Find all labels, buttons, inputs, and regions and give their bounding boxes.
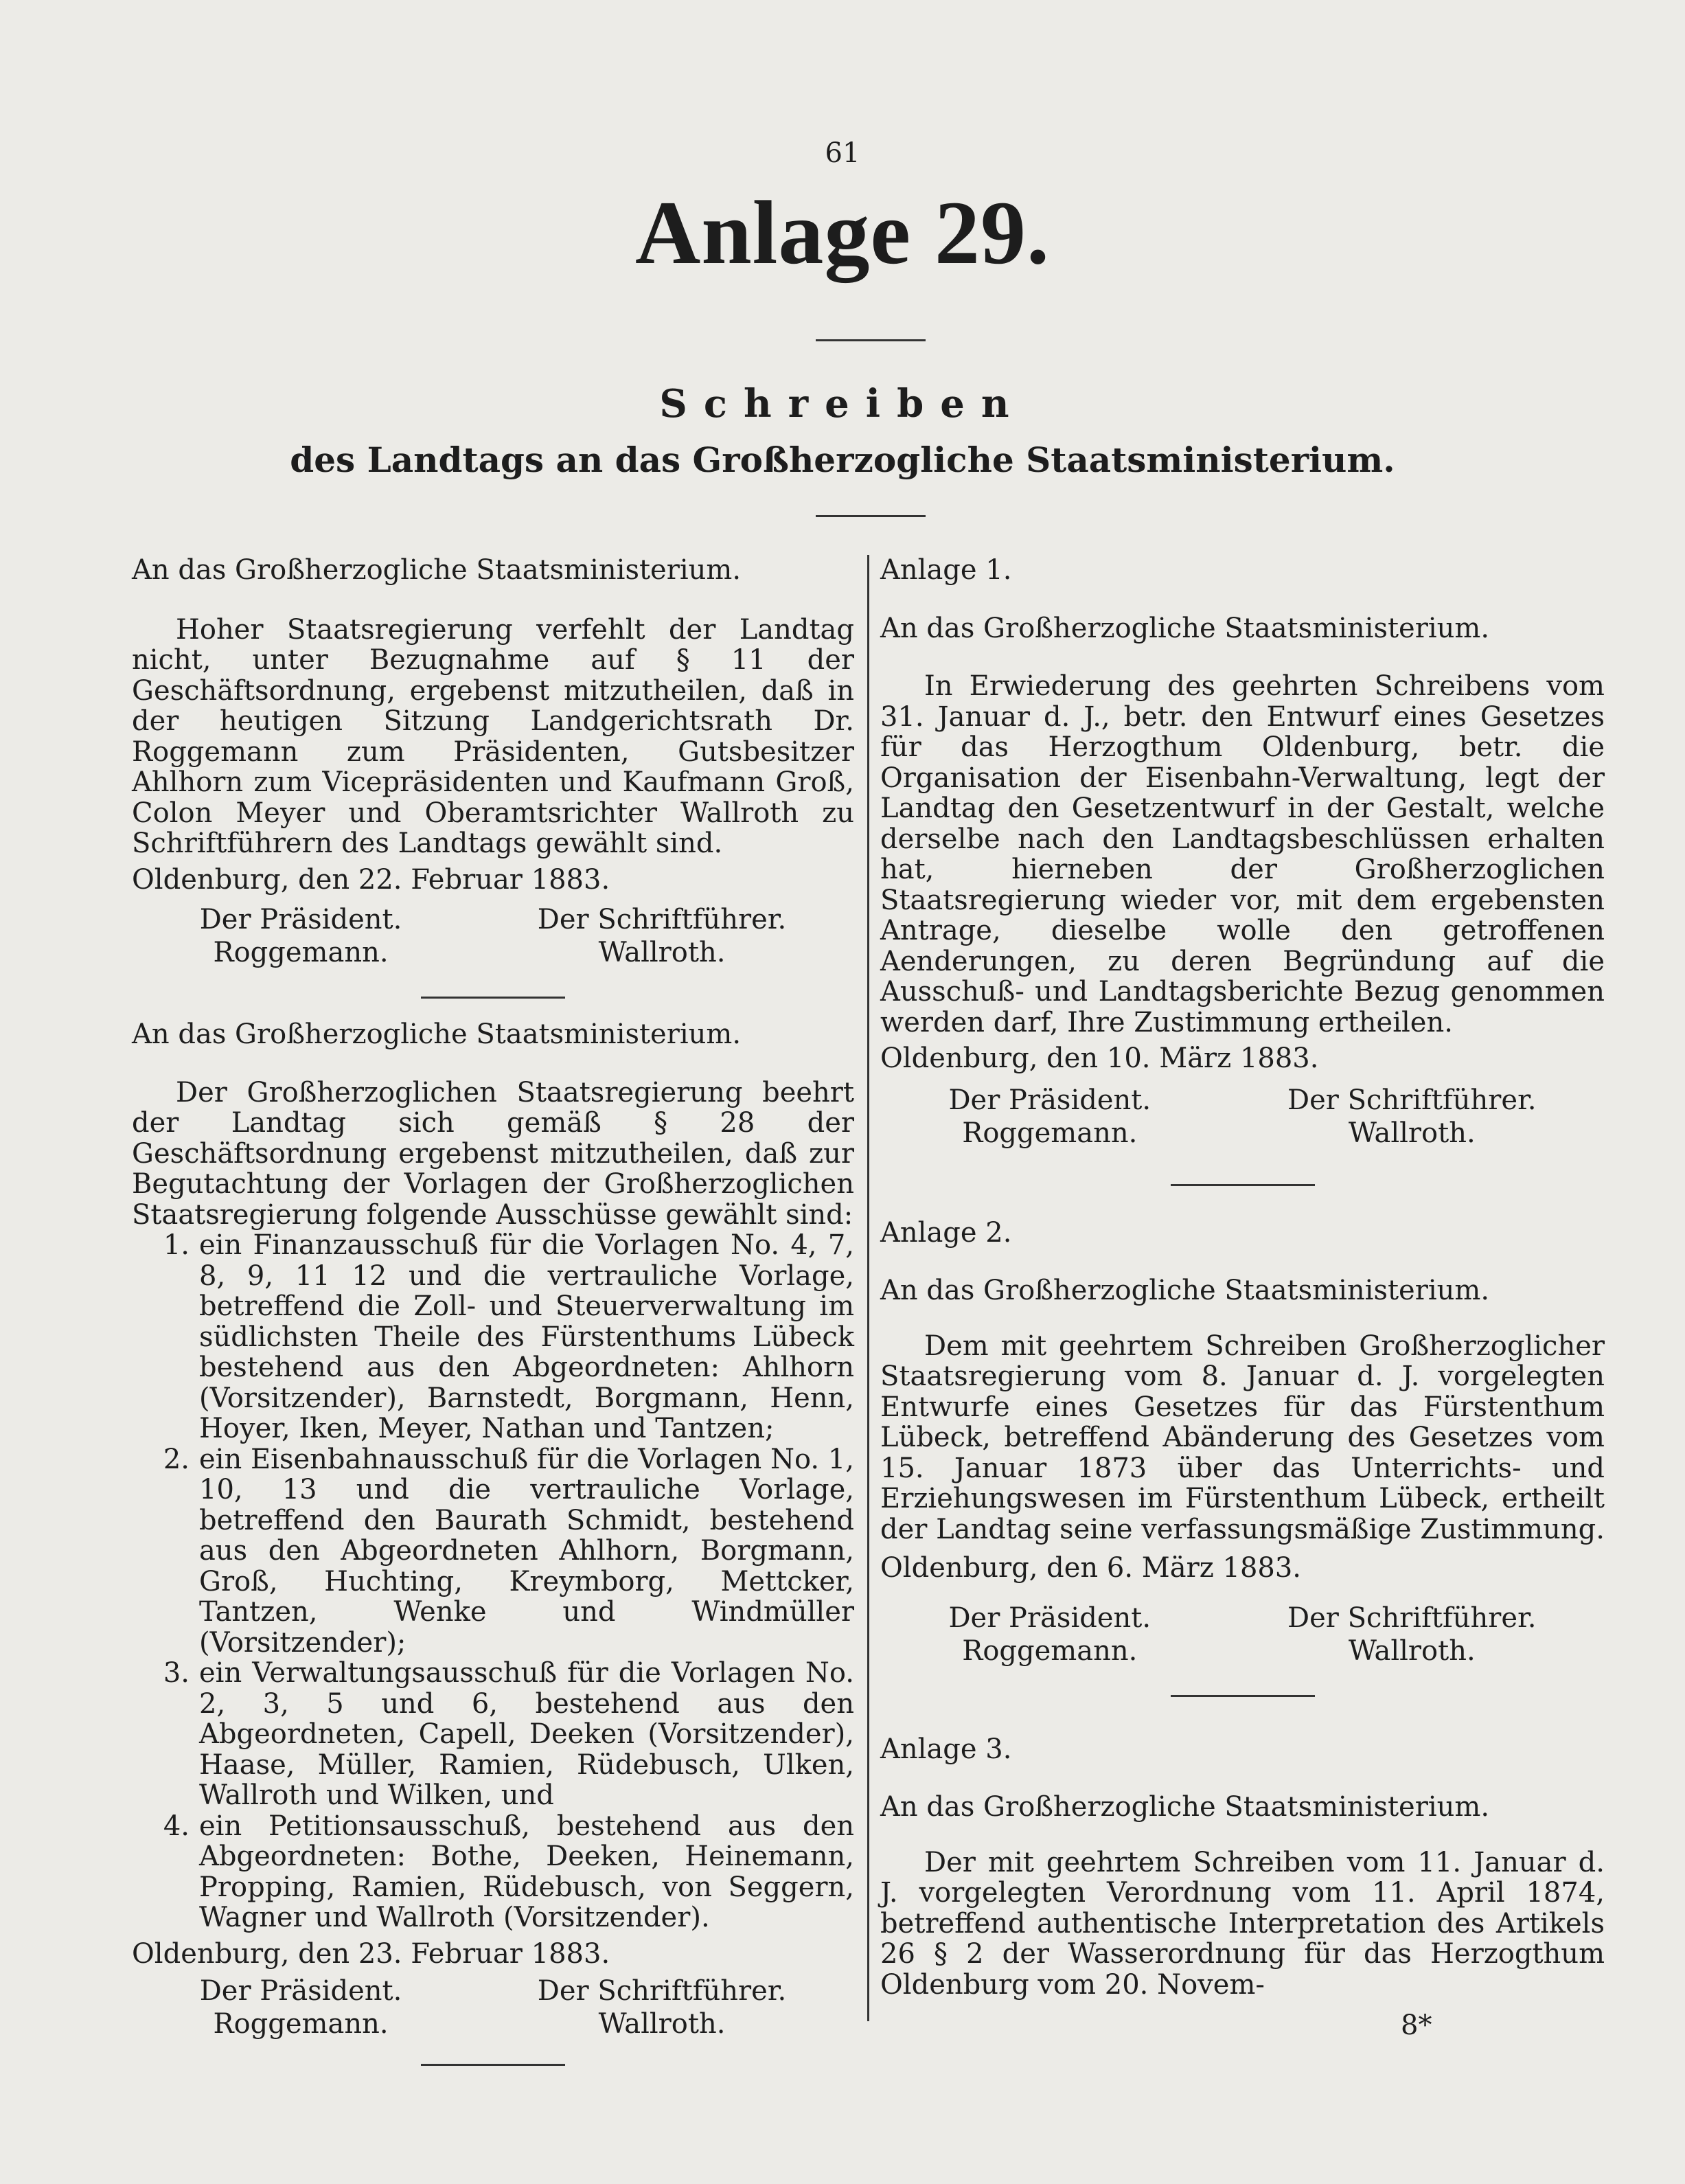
anlage1-address: An das Großherzogliche Staatsministerium.: [880, 612, 1490, 644]
anlage1-signatures: [880, 1084, 1605, 1150]
list-number: 3.: [163, 1657, 190, 1689]
sig-name: Wallroth.: [598, 2008, 726, 2040]
left-column: [132, 555, 854, 2066]
sig-name: Roggemann.: [962, 1635, 1138, 1667]
letter2-sig-secretary: [538, 1975, 787, 2040]
sig-title: Der Präsident.: [948, 1602, 1151, 1634]
letter2-date: Oldenburg, den 23. Februar 1883.: [132, 1937, 610, 1970]
letter1-body: Hoher Staatsregierung verfehlt der Landtag nicht, unter Bezugnahme auf § 11 der Geschäftsordnung, ergebenst mitzutheilen, daß in der heutigen Sitzung Landgerichtsrath Dr. Roggemann zum Präsidenten, Gutsbesitzer Ahlhorn zum Vicepräsidenten und Kaufmann Groß, Colon Meyer und Oberamtsrichter Wallroth zu Schriftführern des Landtags gewählt sind.: [132, 613, 854, 859]
anlage2-address: An das Großherzogliche Staatsministerium.: [880, 1275, 1490, 1306]
column-divider: [867, 555, 869, 2021]
list-item: [132, 1811, 854, 1933]
list-number: 1.: [163, 1229, 190, 1261]
list-text: ein Eisenbahnausschuß für die Vorlagen No. 1, 10, 13 und die vertrauliche Vorlage, betreffend den Baurath Schmidt, bestehend aus den Abgeordneten Ahlhorn, Borgmann, Groß, Huchting, Kreymborg, Mettcker, Tantzen, Wenke und Windmüller (Vorsitzender);: [199, 1443, 854, 1659]
anlage1-date: Oldenburg, den 10. März 1883.: [880, 1043, 1319, 1074]
letter1-signatures: [132, 903, 854, 969]
subheading: des Landtags an das Großherzogliche Staatsministerium.: [290, 440, 1395, 480]
page-title: Anlage 29.: [635, 182, 1050, 283]
letter1-date: Oldenburg, den 22. Februar 1883.: [132, 863, 610, 896]
anlage1-label: Anlage 1.: [880, 554, 1012, 586]
letter2-sig-president: [200, 1975, 402, 2040]
anlage1-body: In Erwiederung des geehrten Schreibens vom 31. Januar d. J., betr. den Entwurf eines Gesetzes für das Herzogthum Oldenburg, betr. die Organisation der Eisenbahn-Verwaltung, legt der Landtag den Gesetzentwurf in der Gestalt, welche derselbe nach den Landtagsbeschlüssen erhalten hat, hierneben der Großherzoglichen Staatsregierung wieder vor, mit dem ergebensten Antrage, dieselbe wolle den getroffenen Aenderungen, zu deren Begründung auf die Ausschuß- und Landtagsberichte Bezug genommen werden darf, Ihre Zustimmung ertheilen.: [880, 670, 1605, 1038]
list-number: 2.: [163, 1443, 190, 1475]
signature-mark: 8*: [1401, 2010, 1432, 2041]
sig-title: Der Präsident.: [948, 1084, 1151, 1116]
list-item: [132, 1444, 854, 1659]
letter1-sig-president: [200, 903, 402, 969]
title-rule: [816, 339, 926, 341]
list-item: [132, 1658, 854, 1811]
list-text: ein Petitionsausschuß, bestehend aus den Abgeordneten: Bothe, Deeken, Heinemann, Propping, Ramien, Rüdebusch, von Seggern, Wagner und Wallroth (Vorsitzender).: [199, 1810, 854, 1933]
right-column: [880, 555, 1605, 2000]
sig-title: Der Schriftführer.: [1287, 1084, 1537, 1116]
committee-list: [132, 1230, 854, 1933]
anlage1-sig-president: [948, 1084, 1151, 1150]
list-text: ein Finanzausschuß für die Vorlagen No. 4, 7, 8, 9, 11 12 und die vertrauliche Vorlage, betreffend die Zoll- und Steuerverwaltung im südlichsten Theile des Fürstenthums Lübeck bestehend aus den Abgeordneten: Ahlhorn (Vorsitzender), Barnstedt, Borgmann, Henn, Hoyer, Iken, Meyer, Nathan und Tantzen;: [199, 1229, 854, 1444]
list-item: [132, 1230, 854, 1444]
sig-name: Wallroth.: [598, 937, 726, 968]
letter1-address: An das Großherzogliche Staatsministerium.: [132, 554, 742, 586]
anlage2-date: Oldenburg, den 6. März 1883.: [880, 1552, 1302, 1584]
sig-name: Roggemann.: [962, 1117, 1138, 1149]
anlage3-label: Anlage 3.: [880, 1733, 1012, 1765]
sig-name: Roggemann.: [213, 937, 389, 968]
sig-name: Wallroth.: [1348, 1635, 1476, 1667]
anlage3-address: An das Großherzogliche Staatsministerium.: [880, 1791, 1490, 1823]
anlage2-signatures: [880, 1602, 1605, 1668]
anlage3-body: Der mit geehrtem Schreiben vom 11. Januar d. J. vorgelegten Verordnung vom 11. April 1874, betreffend authentische Interpretation des Artikels 26 § 2 der Wasserordnung für das Herzogthum Oldenburg vom 20. Novem-: [880, 1846, 1605, 2001]
page-number: 61: [825, 137, 860, 169]
sig-title: Der Präsident.: [199, 1975, 402, 2007]
heading: Schreiben: [659, 381, 1026, 426]
anlage2-body: Dem mit geehrtem Schreiben Großherzoglicher Staatsregierung vom 8. Januar d. J. vorgelegten Entwurfe eines Gesetzes für das Fürstenthum Lübeck, betreffend Abänderung des Gesetzes vom 15. Januar 1873 über das Unterrichts- und Erziehungswesen im Fürstenthum Lübeck, ertheilt der Landtag seine verfassungsmäßige Zustimmung.: [880, 1330, 1605, 1545]
anlage2-sig-president: [948, 1602, 1151, 1668]
sig-title: Der Präsident.: [199, 904, 402, 935]
sig-title: Der Schriftführer.: [537, 904, 787, 935]
sig-name: Roggemann.: [213, 2008, 389, 2040]
subheading-rule: [816, 515, 926, 517]
anlage2-sig-secretary: [1287, 1602, 1537, 1668]
anlage2-label: Anlage 2.: [880, 1216, 1012, 1249]
sig-title: Der Schriftführer.: [537, 1975, 787, 2007]
letter2-signatures: [132, 1975, 854, 2040]
list-text: ein Verwaltungsausschuß für die Vorlagen No. 2, 3, 5 und 6, bestehend aus den Abgeordneten, Capell, Deeken (Vorsitzender), Haase, Müller, Ramien, Rüdebusch, Ulken, Wallroth und Wilken, und: [199, 1657, 854, 1811]
letter2-body: Der Großherzoglichen Staatsregierung beehrt der Landtag sich gemäß § 28 der Geschäftsordnung ergebenst mitzutheilen, daß zur Begutachtung der Vorlagen der Großherzoglichen Staatsregierung folgende Ausschüsse gewählt sind:: [132, 1076, 854, 1231]
sig-title: Der Schriftführer.: [1287, 1602, 1537, 1634]
separator-rule: [421, 2064, 565, 2066]
letter2-address: An das Großherzogliche Staatsministerium.: [132, 1019, 742, 1050]
letter1-sig-secretary: [538, 903, 787, 969]
sig-name: Wallroth.: [1348, 1117, 1476, 1149]
anlage1-sig-secretary: [1287, 1084, 1537, 1150]
list-number: 4.: [163, 1810, 190, 1842]
